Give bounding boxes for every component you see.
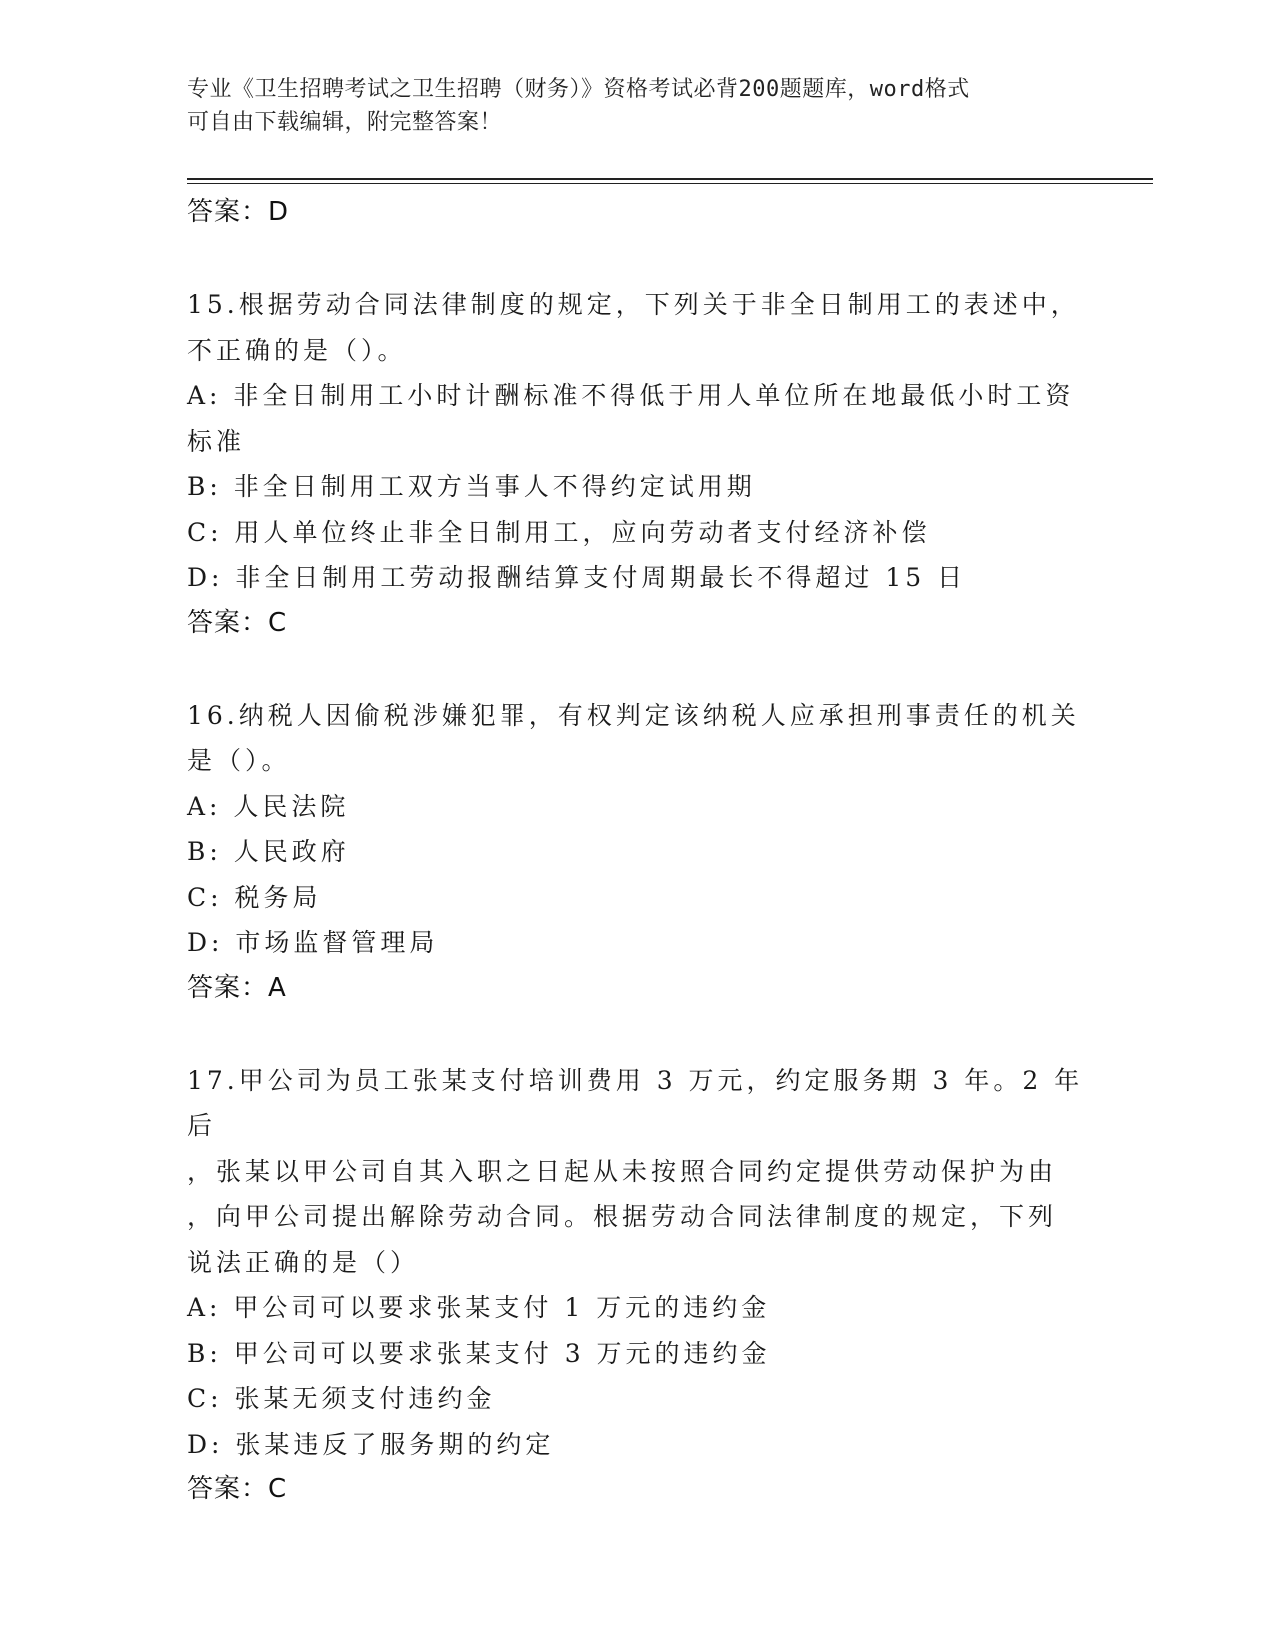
answer-label: 答案：C (187, 1474, 288, 1504)
question-stem: 15.根据劳动合同法律制度的规定，下列关于非全日制用工的表述中， 不正确的是（）。 (187, 290, 1080, 365)
option-a: A: 人民法院 (187, 791, 350, 821)
option-c: C: 张某无须支付违约金 (187, 1384, 496, 1413)
document-header (187, 73, 1067, 139)
option-c: C: 用人单位终止非全日制用工，应向劳动者支付经济补偿 (187, 517, 931, 547)
question-stem: 17.甲公司为员工张某支付培训费用 3 万元，约定服务期 3 年。2 年后 ，张某以甲公司自其入职之日起从未按照合同约定提供劳动保护为由 ，向甲公司提出解除劳动合同。根据劳动合同法律制度的规定，下列 说法正确的是（） (187, 1065, 1084, 1277)
spacer (187, 645, 1087, 693)
question-list (187, 190, 1087, 1511)
option-b: B: 人民政府 (187, 837, 350, 866)
header-divider-thin (187, 183, 1153, 184)
answer-label: 答案：A (187, 972, 287, 1003)
question-16 (187, 693, 1087, 1010)
option-b: B: 甲公司可以要求张某支付 3 万元的违约金 (187, 1338, 771, 1368)
option-a: A: 非全日制用工小时计酬标准不得低于用人单位所在地最低小时工资 标准 (187, 381, 1075, 456)
question-17 (187, 1058, 1087, 1512)
option-d: D: 张某违反了服务期的约定 (187, 1429, 555, 1459)
option-d: D: 市场监督管理局 (187, 928, 439, 957)
question-15 (187, 282, 1087, 645)
option-b: B: 非全日制用工双方当事人不得约定试用期 (187, 472, 756, 501)
question-stem: 16.纳税人因偷税涉嫌犯罪，有权判定该纳税人应承担刑事责任的机关 是（）。 (187, 700, 1080, 775)
previous-answer: 答案：D (187, 197, 290, 227)
header-divider-thick (187, 178, 1153, 180)
option-d: D: 非全日制用工劳动报酬结算支付周期最长不得超过 15 日 (187, 563, 967, 592)
spacer (187, 1010, 1087, 1058)
answer-label: 答案：C (187, 607, 288, 638)
option-c: C: 税务局 (187, 882, 322, 912)
spacer (187, 234, 1087, 282)
header-intro-line-2: 可自由下载编辑，附完整答案！ (187, 110, 503, 135)
option-a: A: 甲公司可以要求张某支付 1 万元的违约金 (187, 1293, 771, 1322)
header-intro-line-1: 专业《卫生招聘考试之卫生招聘（财务）》资格考试必背200题题库，word格式 (187, 77, 970, 102)
